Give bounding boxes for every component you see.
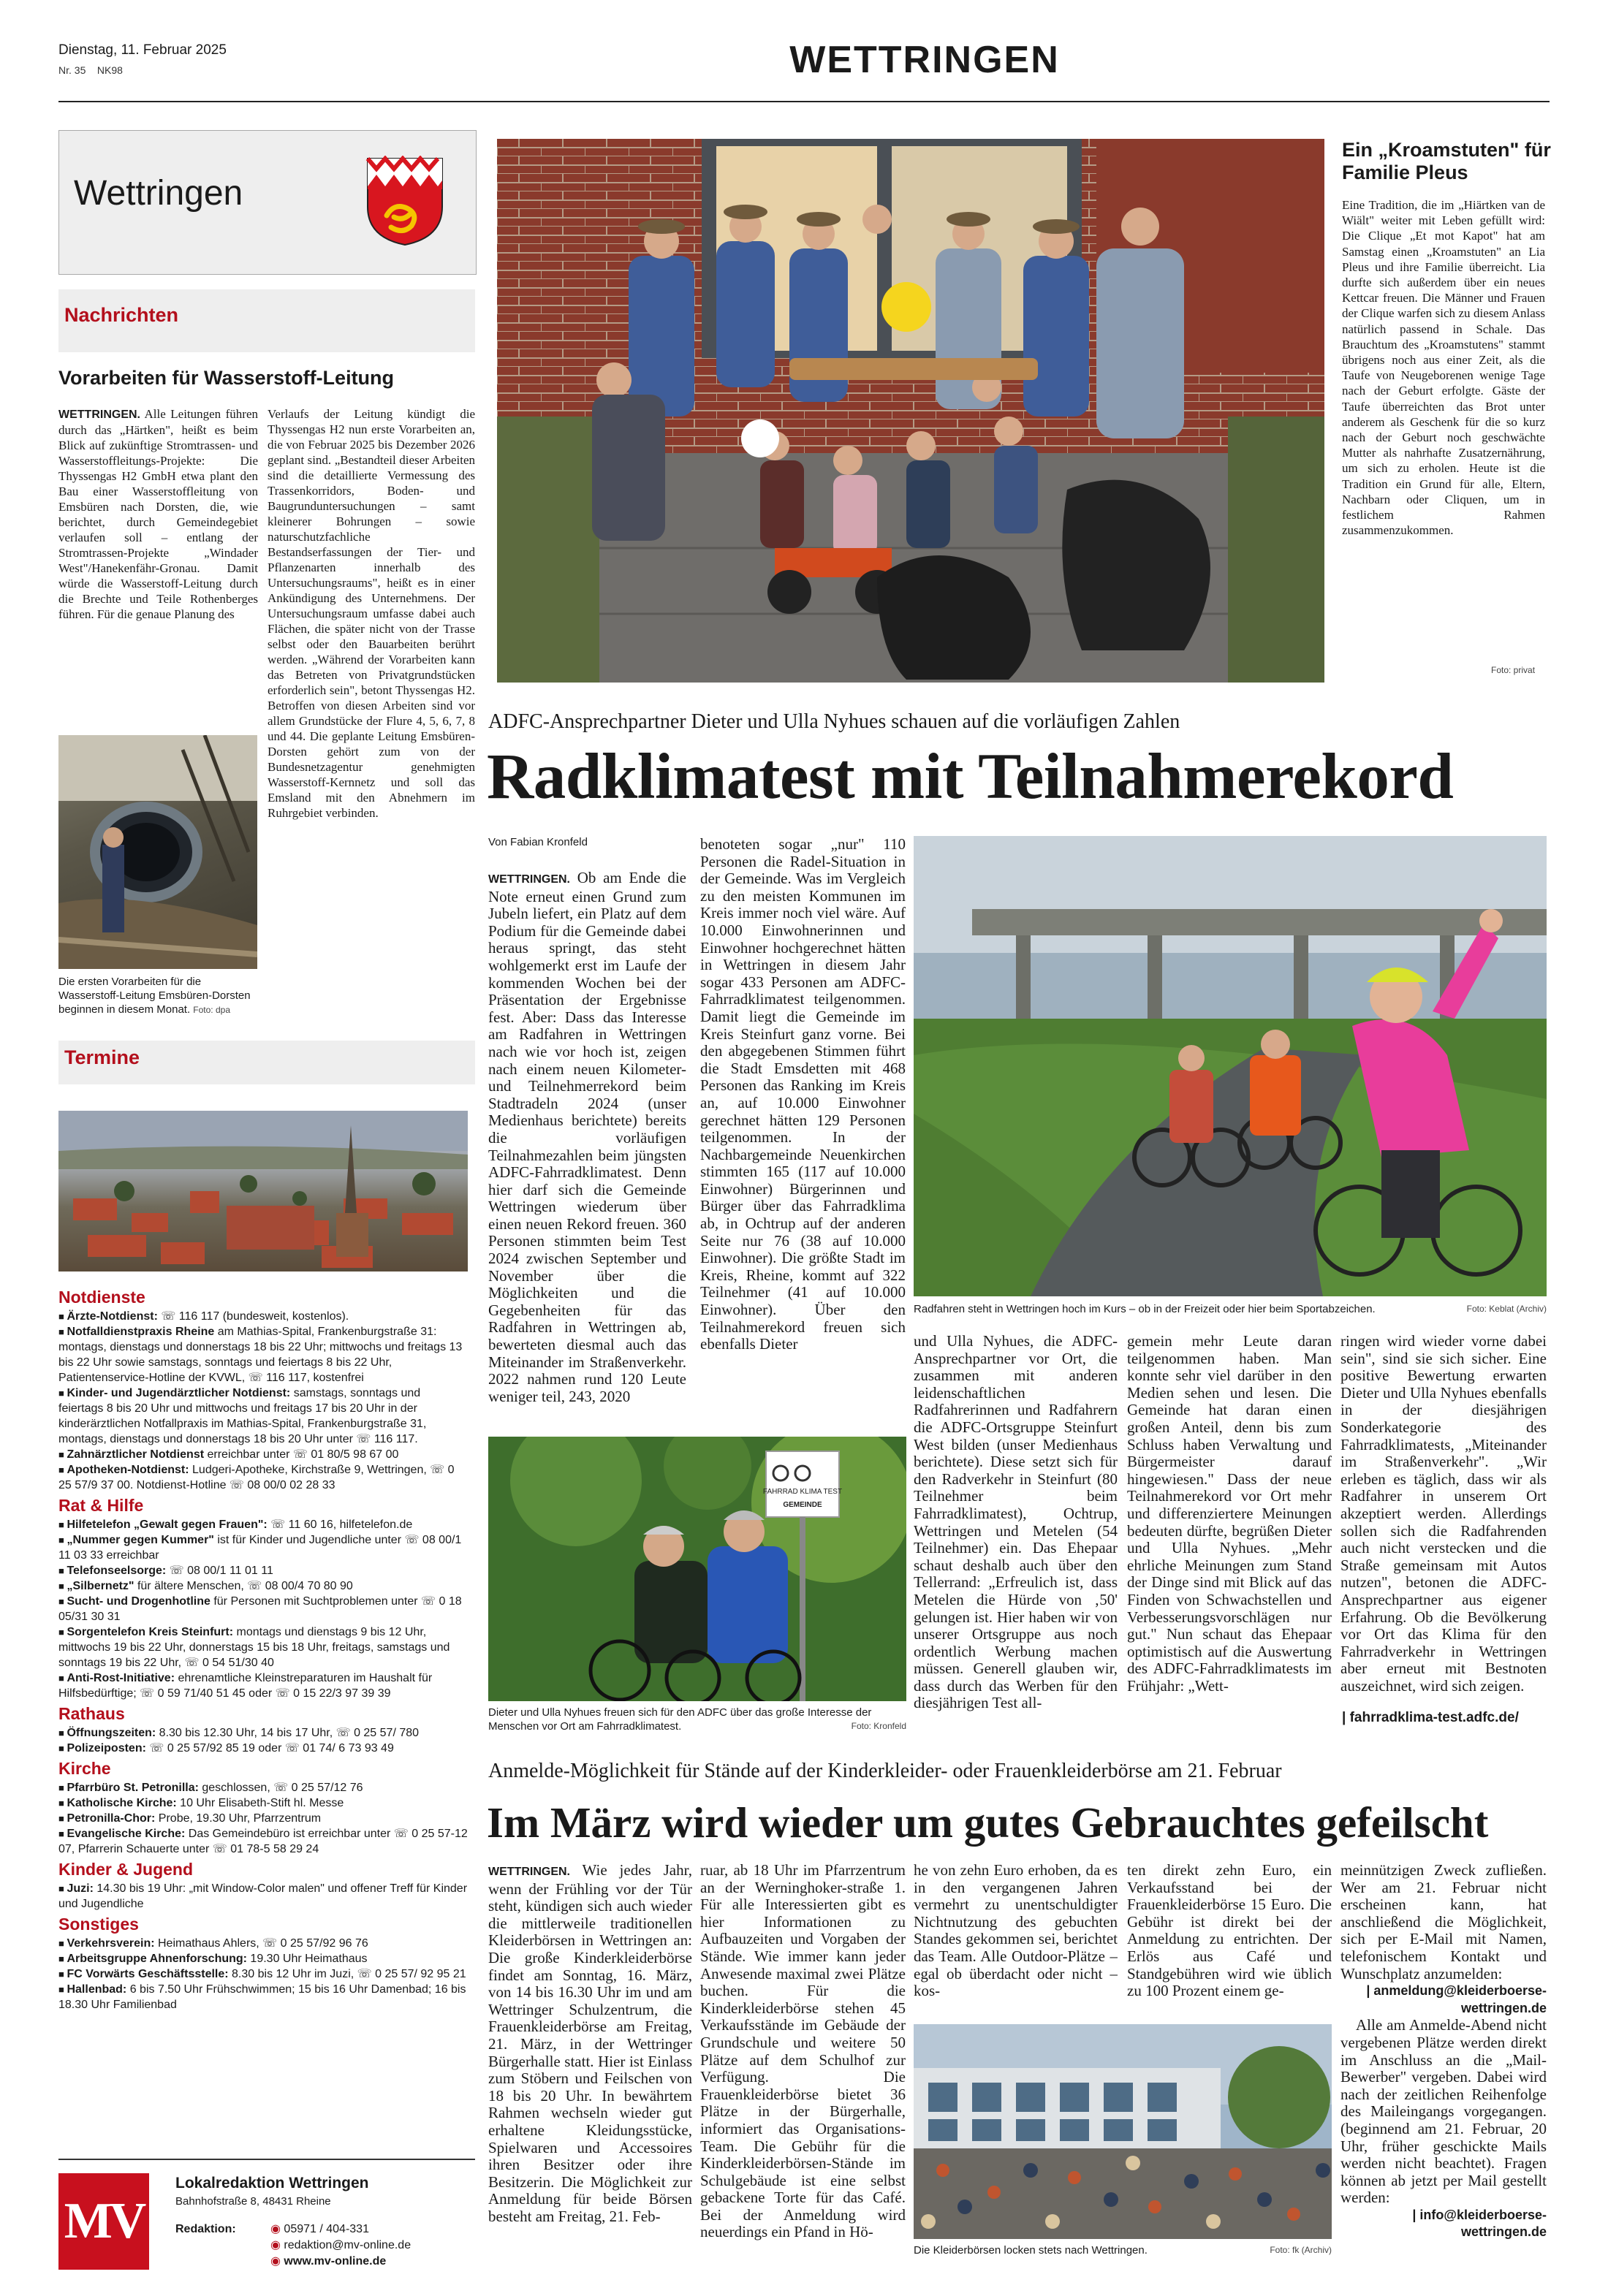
radklima-photo2-caption: Dieter und Ulla Nyhues freuen sich für den ADFC über das große Interesse der Menschen vor Ort am Fahrradklimatest. Foto: Kronfeld: [488, 1706, 906, 1733]
radklima-photo1-caption: Radfahren steht in Wettringen hoch im Kurs – ob in der Freizeit oder hier beim Sportabzeichen. Foto: Keblat (Archiv): [914, 1303, 1547, 1315]
news-col2: Verlaufs der Leitung kündigt die Thyssengas H2 nun erste Vorarbeiten an, die von Februar 2025 bis Dezember 2026 geplant sind. „Bestandteil dieser Arbeiten sind die detaillierte Vermessung des Trassenkorridors, Boden- und Baugrunduntersuchungen – samt kleinerer Bohrungen – sowie naturschutzfachliche Bestandserfassungen der Tier- und Pflanzenarten innerhalb des Untersuchungsraums", heißt es in einer Ankündigung des Unternehmens. Der Untersuchungsraum umfasse dabei auch Flächen, die später nicht von der Trasse selbst oder den Bauarbeiten berührt werden. „Während der Vorarbeiten kann das Betreten von Privatgrundstücken erforderlich sein", betont Thyssengas H2. Betroffen von diesen Arbeiten sind vor allem Grundstücke der Flure 4, 5, 6, 7, 8 und 44. Die geplante Leitung Emsbüren-Dorsten gehört zum von der Bundesnetzagentur genehmigten Wasserstoff-Kernnetz und soll das Emsland mit den Abnehmern im Ruhrgebiet verbinden.: [268, 407, 475, 820]
kroam-credit: Foto: privat: [1491, 665, 1536, 675]
kroam-title: Ein „Kroamstuten" für Familie Pleus: [1342, 139, 1551, 183]
office-address: Bahnhofstraße 8, 48431 Rheine: [175, 2195, 331, 2208]
radklima-col3: und Ulla Nyhues, die ADFC-Ansprechpartner vor Ort, die zusammen mit anderen leidenschaftlichen Radfahrerinnen und Radfahrern die ADFC-Ortsgruppe Steinfurt West bilden (unser Medienhaus berichtete). Diese setzt sich für den Radverkehr in Steinfurt (80 Teilnehmer beim Fahrradklimatest), Ochtrup, Wettringen und Metelen (54 Teilnehmer) ein. Das Ehepaar schaut deshalb auch über den Tellerrand: „Erfreulich ist, dass Metelen die Hürde von ‚50' gelungen ist. Hier haben wir von unserer Ortsgruppe aus noch ordentlich Werbung machen müssen. Generell glauben wir, dass durch das Werben für den diesjährigen Test all-: [914, 1333, 1118, 1712]
news-col1: WETTRINGEN. Alle Leitungen führen durch das „Härtken", heißt es beim Blick auf zukünftige Stromtrassen- und Wasserstoffleitungs-Projekte: Die Thyssengas H2 GmbH etwa plant den Bau einer Wasserstoffleitung von Emsbüren nach Dorsten, die, wie berichtet, durch Gemeindegebiet verlaufen soll – entlang der Stromtrassen-Projekte „Windader West"/Hanekenfähr-Gronau. Damit würde die Wasserstoff-Leitung durch die Brechte und Teile Rothenberges führen. Für die genaue Planung des: [58, 407, 258, 621]
termine-group-notdienste: Notdienste ■ Ärzte-Notdienst: ☏ 116 117 (bundesweit, kostenlos). ■ Notfalldienstpraxis Rheine am Mathias-Spital, Frankenburgstraße 31: montags, dienstags und donnerstags 18 bis 22 Uhr; mittwochs und freitags 13 bis 22 Uhr sowie samstags, sonntags und feiertags 8 bis 22 Uhr, Patientenservice-Hotline der KVWL, ☏ 116 117, kostenfrei ■ Kinder- und Jugendärztlicher Notdienst: samstags, sonntags und feiertags 8 bis 20 Uhr und mittwochs und freitags 17 bis 20 Uhr in der kinderärztlichen Notfallpraxis im Mathias-Spital, Frankenburgstraße 31, montags, dienstags und donnerstags 18 bis 20 Uhr unter ☏ 116 117. ■ Zahnärztlicher Notdienst erreichbar unter ☏ 01 80/5 98 67 00 ■ Apotheken-Notdienst: Ludgeri-Apotheke, Kirchstraße 9, Wettringen, ☏ 0 25 57/9 37 00. Notdienst-Hotline ☏ 08 00/0 02 28 33: [58, 1288, 468, 1493]
radklima-col2: benoteten sogar „nur" 110 Personen die Radel-Situation in der Gemeinde. Was im Vergleich zu den meisten Kommunen im Kreis immer noch viel wäre. Auf 10.000 Einwohnerinnen und Einwohner hochgerechnet hätten in Wettringen in diesem Jahr sogar 433 Personen am ADFC-Fahrradklimatest teilgenommen. Damit liegt die Gemeinde im Kreis Steinfurt ganz vorne. Bei den abgegebenen Stimmen führt die Stadt Emsdetten mit 468 Personen das Ranking im Kreis an, auf 10.000 Einwohner gerechnet hätten 129 Personen teilgenommen. In der Nachbargemeinde Neuenkirchen stimmten 165 (117 auf 10.000 Einwohner) Bürgerinnen und Bürger über das Fahrradklima ab, in Ochtrup auf der anderen Seite nur 76 (38 auf 10.000 Einwohner). Die größte Stadt im Kreis, Rheine, kommt auf 322 Teilnehmer (41 auf 10.000 Einwohner). Über den Teilnahmerekord freuen sich ebenfalls Dieter: [700, 836, 906, 1353]
boerse-col3: he von zehn Euro erhoben, da es in den vergangenen Jahren vermehrt zu unentschuldigter Nichtnutzung des gebuchten Standes gekommen sei, berichtet das Team. Alle Outdoor-Plätze – egal ob überdacht oder nicht – kos-: [914, 1862, 1118, 2000]
radklima-col1: WETTRINGEN. Ob am Ende die Note erneut einen Grund zum Jubeln liefert, ein Platz auf dem Podium für die Gemeinde dabei heraus springt, das steht wohlgemerkt erst im Laufe der kommenden Wochen bei der Präsentation der Ergebnisse fest. Aber: Dass das Interesse am Radfahren in Wettringen nach wie vor hoch ist, zeigen nach einem neuen Kilometer- und Teilnehmerrekord beim Stadtradeln 2024 (unser Medienhaus berichtete) bereits die vorläufigen Teilnahmezahlen beim jüngsten ADFC-Fahrradklimatest. Denn hier darf sich die Gemeinde Wettringen wiederum über einen neuen Rekord freuen. 360 Personen stimmten beim Test 2024 zwischen September und November über die Möglichkeiten und die Gegebenheiten für das Radfahren in Wettringen ab, bewerteten diesmal auch das Miteinander im Straßenverkehr. 2022 nahmen rund 120 Leute weniger teil, 243, 2020: [488, 870, 686, 1405]
radklima-kicker: ADFC-Ansprechpartner Dieter und Ulla Nyhues schauen auf die vorläufigen Zahlen: [488, 710, 1180, 733]
radklima-link[interactable]: | fahrradklima-test.adfc.de/: [1342, 1710, 1519, 1725]
issue-number: Nr. 35 NK98: [58, 64, 123, 76]
town-name: Wettringen: [74, 174, 243, 213]
section-title: WETTRINGEN: [789, 39, 1060, 81]
redaktion-label: Redaktion:: [175, 2223, 236, 2235]
news-headline: Vorarbeiten für Wasserstoff-Leitung: [58, 367, 395, 389]
footer-rule: [58, 2159, 475, 2160]
sign-text-2: GEMEINDE: [783, 1501, 822, 1509]
termine-group-sonstiges: Sonstiges ■ Verkehrsverein: Heimathaus Ahlers, ☏ 0 25 57/92 96 76 ■ Arbeitsgruppe Ahnenforschung: 19.30 Uhr Heimathaus ■ FC Vorwärts Geschäftsstelle: 8.30 bis 12 Uhr im Juzi, ☏ 0 25 57/ 92 95 21 ■ Hallenbad: 6 bis 7.50 Uhr Frühschwimmen; 15 bis 16 Uhr Damenbad; 16 bis 18.30 Uhr Familienbad: [58, 1915, 468, 2012]
town-box: [58, 130, 477, 275]
boerse-kicker: Anmelde-Möglichkeit für Stände auf der Kinderkleider- oder Frauenkleiderbörse am 21. Februar: [488, 1760, 1282, 1782]
news-photo: [58, 735, 257, 969]
radklima-photo-cyclists: [914, 836, 1547, 1296]
radklima-byline: Von Fabian Kronfeld: [488, 836, 588, 848]
nachrichten-heading: Nachrichten: [64, 304, 179, 326]
mv-logo: MV: [58, 2173, 149, 2270]
contact-email[interactable]: redaktion@mv-online.de: [284, 2239, 412, 2251]
sign-text: FAHRRAD KLIMA TEST: [762, 1488, 843, 1496]
termine-group-kirche: Kirche ■ Pfarrbüro St. Petronilla: geschlossen, ☏ 0 25 57/12 76 ■ Katholische Kirche: 10 Uhr Elisabeth-Stift hl. Messe ■ Petronilla-Chor: Probe, 19.30 Uhr, Pfarrzentrum ■ Evangelische Kirche: Das Gemeindebüro ist erreichbar unter ☏ 0 25 57-12 07, Pfarrerin Schauerte unter ☏ 01 78-5 58 29 24: [58, 1759, 468, 1857]
boerse-headline: Im März wird wieder um gutes Gebrauchtes gefeilscht: [487, 1798, 1489, 1847]
boerse-link-2[interactable]: | info@kleiderboerse-wettringen.de: [1412, 2207, 1547, 2240]
boerse-col5: meinnützigen Zweck zufließen. Wer am 21. Februar nicht erscheinen kann, hat anschließend die Möglichkeit, sich per E-Mail mit Namen, telefonischem Kontakt und Wunschplatz anzumelden: | anmeldung@kleiderboerse-wettringen.de Alle am Anmelde-Abend nicht vergebenen Plätze werden direkt im Anschluss an die „Mail-Bewerber" vergeben. Dabei wird nach der zeitlichen Reihenfolge des Maileingangs vorgegangen. (beginnend am 21. Februar, 20 Uhr, früher geschickte Mails werden nicht beachtet). Fragen können ab jetzt per Mail gestellt werden: | info@kleiderboerse-wettringen.de: [1340, 1862, 1547, 2257]
radklima-col5: ringen wird wieder vorne dabei sein", sind sie sich sicher. Eine positive Bewertung erwarten Dieter und Ulla Nyhues ebenfalls in der diesjährigen Sonderkategorie des Fahrradklimatests, „Miteinander im Straßenverkehr". „Wir erleben es täglich, dass wir als Radfahrer in unserem Ort akzeptiert werden. Allerdings sollen sich die Radfahrenden auch nicht verstecken und die Straße gemeinsam mit Autos nutzen", betonen die ADFC-Ansprechpartner aus eigener Erfahrung. Ob die Bevölkerung vor Ort das Klima für den Fahrradverkehr in Wettringen aber erneut mit Bestnoten auszeichnet, wird sich zeigen.: [1340, 1333, 1547, 1695]
contact-phone: 05971 / 404-331: [284, 2223, 369, 2235]
termine-group-kinder-jugend: Kinder & Jugend ■ Juzi: 14.30 bis 19 Uhr: „mit Window-Color malen" und offener Treff für Kinder und Jugendliche: [58, 1860, 468, 1912]
kroam-text: Eine Tradition, die im „Hiärtken van de Wiält" weiter mit Leben gefüllt wird: Die Clique „Et mot Kapot" hat am Samstag einen „Kroamstuten" an Lia Pleus und ihre Familie überreicht. Lia durfte sich außerdem über ein neues Kettcar freuen. Die Männer und Frauen der Clique warfen sich zu diesem Anlass natürlich passend in Schale. Das Brauchtum des „Kroamstutens" stammt übrigens noch aus einer Zeit, als die Taufe von Neugeborenen wenige Tage nach der Geburt erfolgte. Gäste der Taufe überreichten das Brot unter anderem als Geschenk für die so kurz nach der Geburt noch geschwächte Mutter als nahrhafte Zusatzernährung, um sich zu erholen. Heute ist die Tradition ein Grund für alle, Eltern, Nachbarn oder Cliquen, um in festlichem Rahmen zusammenzukommen.: [1342, 198, 1545, 538]
header-rule: [58, 101, 1550, 102]
mail-icon: ◉: [270, 2239, 281, 2251]
contact-list: [270, 2221, 411, 2270]
boerse-photo-caption: Die Kleiderbörsen locken stets nach Wettringen. Foto: fk (Archiv): [914, 2244, 1332, 2257]
termine-heading: Termine: [64, 1046, 140, 1068]
boerse-col1: WETTRINGEN. Wie jedes Jahr, wenn der Frühling vor der Tür steht, kündigen sich auch wieder die mittlerweile traditionellen Kleiderbörsen in Wettringen an: Die große Kinderkleiderbörse findet am Sonntag, 16. März, von 14 bis 16.30 Uhr im und am Wettringer Schulzentrum, die Frauenkleiderbörse am Freitag, 21. März, in der Wettringer Bürgerhalle statt. Hier ist Einlass zum Stöbern und Feilschen von 18 bis 20 Uhr. In bewährtem Rahmen wechseln wieder gut erhaltene Kleidungsstücke, Spielwaren und Accessoires ihren Besitzer oder ihre Besitzerin. Die Möglichkeit zur Anmeldung für beide Börsen besteht am Freitag, 21. Feb-: [488, 1862, 692, 2225]
news-photo-caption: Die ersten Vorarbeiten für die Wasserstoff-Leitung Emsbüren-Dorsten beginnen in diesem Monat. Foto: dpa: [58, 976, 251, 1016]
radklima-col4: gemein mehr Leute daran teilgenommen haben. Man konnte sehr viel darüber in den Medien sehen und lesen. Die Gemeinde hat daran einen großen Anteil, denn bis zum Schluss haben Verwaltung und Bürgermeister darauf hingewiesen." Dass der neue Teilnahmerekord vor Ort mehr und differenziertere Meinungen bedeuten dürfte, begrüßen Dieter und Ulla Nyhues. „Mehr ehrliche Meinungen zum Stand der Dinge sind mit Blick auf das Finden von Schwachstellen und Verbesserungsvorschlägen nur gut." Nun schaut das Ehepaar optimistisch auf die Auswertung des ADFC-Fahrradklimatests im Frühjahr: „Wett-: [1127, 1333, 1332, 1695]
radklima-headline: Radklimatest mit Teilnahmerekord: [487, 741, 1454, 813]
boerse-photo: [914, 2024, 1332, 2239]
boerse-col4: ten direkt zehn Euro, ein Verkaufsstand bei der Frauenkleiderbörse 15 Euro. Die Gebühr ist direkt bei der Anmeldung zu entrichten. Der Erlös aus Café und Standgebühren wird wie üblich zu 100 Prozent einem ge-: [1127, 1862, 1332, 2000]
radklima-photo-nyhues: [488, 1437, 906, 1701]
contact-web[interactable]: www.mv-online.de: [284, 2255, 387, 2268]
kroam-photo: [497, 139, 1324, 683]
office-name: Lokalredaktion Wettringen: [175, 2175, 369, 2192]
globe-icon: ◉: [270, 2255, 281, 2268]
town-aerial-photo: [58, 1111, 468, 1271]
termine-group-rat-hilfe: Rat & Hilfe ■ Hilfetelefon „Gewalt gegen Frauen": ☏ 11 60 16, hilfetelefon.de ■ „Nummer gegen Kummer" ist für Kinder und Jugendliche unter ☏ 08 00/1 11 03 33 erreichbar ■ Telefonseelsorge: ☏ 08 00/1 11 01 11 ■ „Silbernetz" für ältere Menschen, ☏ 08 00/4 70 80 90 ■ Sucht- und Drogenhotline für Personen mit Suchtproblemen unter ☏ 0 18 05/31 30 31 ■ Sorgentelefon Kreis Steinfurt: montags und dienstags 9 bis 12 Uhr, mittwochs 19 bis 22 Uhr, donnerstags 15 bis 18 Uhr, freitags, samstags und sonntags 19 bis 22 Uhr, ☏ 0 54 51/30 40 ■ Anti-Rost-Initiative: ehrenamtliche Kleinstreparaturen im Haushalt für Hilfsbedürftige; ☏ 0 59 71/40 51 45 oder ☏ 0 15 22/3 97 39 39: [58, 1496, 468, 1701]
issue-date: Dienstag, 11. Februar 2025: [58, 42, 227, 58]
termine-list: [58, 1288, 468, 2012]
coat-of-arms-icon: [365, 156, 445, 248]
phone-icon: ◉: [270, 2223, 281, 2235]
boerse-link-1[interactable]: | anmeldung@kleiderboerse-wettringen.de: [1366, 1983, 1547, 2015]
boerse-col2: ruar, ab 18 Uhr im Pfarrzentrum an der Werninghoker-straße 1. Für alle Interessierten gibt es hier Informationen zu Aufbauzeiten und Vorgaben der Stände. Wie immer kann jeder Anwesende maximal zwei Plätze buchen. Für die Kinderkleiderbörse stehen 45 Verkaufsstände im Gebäude der Grundschule und weitere 50 Plätze auf dem Schulhof zur Verfügung. Die Frauenkleiderbörse bietet 36 Plätze in der Bürgerhalle, informiert das Organisations-Team. Die Gebühr für die Kinderkleiderbörsen-Stände im Schulgebäude ist eine selbst gebackene Torte für das Café. Bei der Anmeldung wird neuerdings ein Pfand in Hö-: [700, 1862, 906, 2241]
termine-group-rathaus: Rathaus ■ Öffnungszeiten: 8.30 bis 12.30 Uhr, 14 bis 17 Uhr, ☏ 0 25 57/ 780 ■ Polizeiposten: ☏ 0 25 57/92 85 19 oder ☏ 01 74/ 6 73 93 49: [58, 1704, 468, 1756]
